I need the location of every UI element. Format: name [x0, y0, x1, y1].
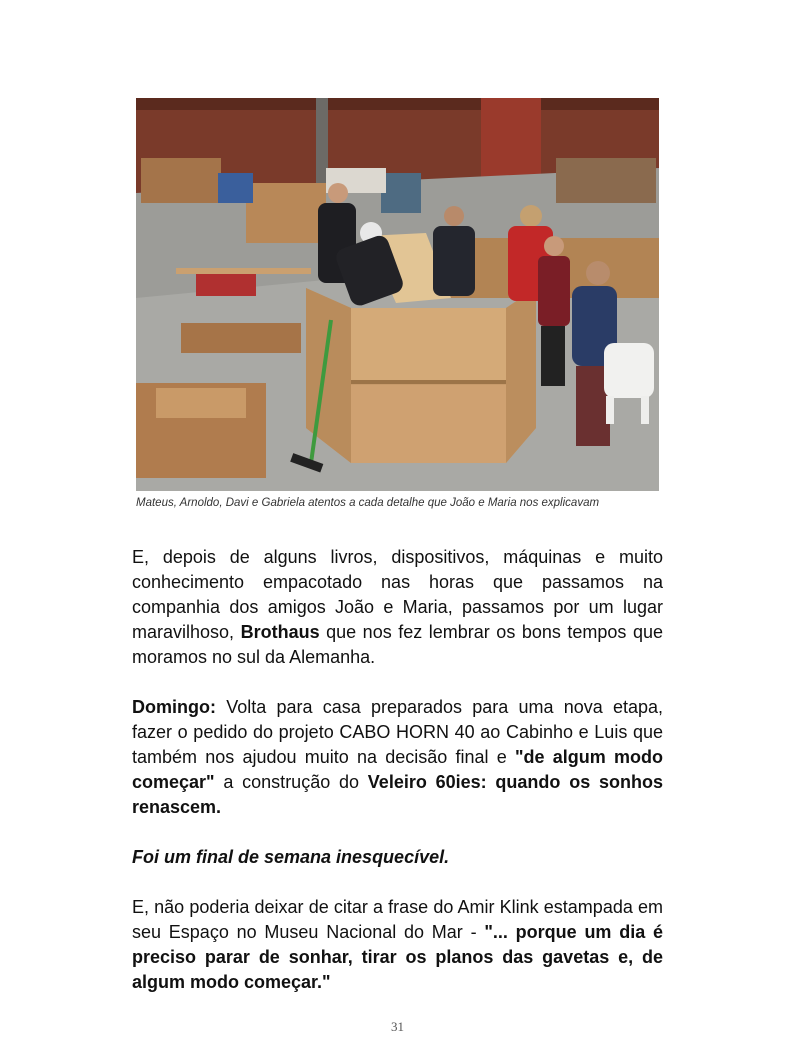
paragraph-quote — [132, 895, 663, 995]
paragraph-quote-bold-a: "... porque um dia é preciso parar de sonhar, tirar os planos das gavetas e, de algum modo começar." — [132, 922, 664, 992]
paragraph-sunday — [132, 695, 663, 820]
paragraph-sunday-bold-c: Veleiro 60ies: quando os sonhos renascem. — [132, 772, 663, 817]
paragraph-trip-bold-brothaus: Brothaus — [240, 622, 320, 642]
page-number: 31 — [391, 1019, 404, 1034]
workshop-photo — [136, 98, 659, 491]
paragraph-trip-text-b: que nos fez lembrar os bons tempos que moramos no sul da Alemanha. — [132, 622, 663, 667]
paragraph-sunday-bold-b: "de algum modo começar" — [132, 747, 664, 792]
workshop-photo-illustration — [136, 98, 659, 491]
paragraph-sunday-bold-a: Domingo: — [132, 697, 216, 717]
paragraph-trip — [132, 545, 663, 670]
photo-caption: Mateus, Arnoldo, Davi e Gabriela atentos a cada detalhe que João e Maria nos explicavam — [136, 497, 600, 509]
paragraph-quote-text-a: E, não poderia deixar de citar a frase do Amir Klink estampada em seu Espaço no Museu Nacional do Mar - — [132, 897, 663, 942]
paragraph-weekend: Foi um final de semana inesquecível. — [132, 847, 450, 867]
paragraph-sunday-text-a: Volta para casa preparados para uma nova etapa, fazer o pedido do projeto CABO HORN 40 ao Cabinho e Luis que também nos ajudou muito na decisão final e — [132, 697, 663, 767]
paragraph-trip-text-a: E, depois de alguns livros, dispositivos, máquinas e muito conhecimento empacotado nas horas que passamos na companhia dos amigos João e Maria, passamos por um lugar maravilhoso, — [132, 547, 663, 642]
paragraph-sunday-text-b: a construção do — [214, 772, 368, 792]
